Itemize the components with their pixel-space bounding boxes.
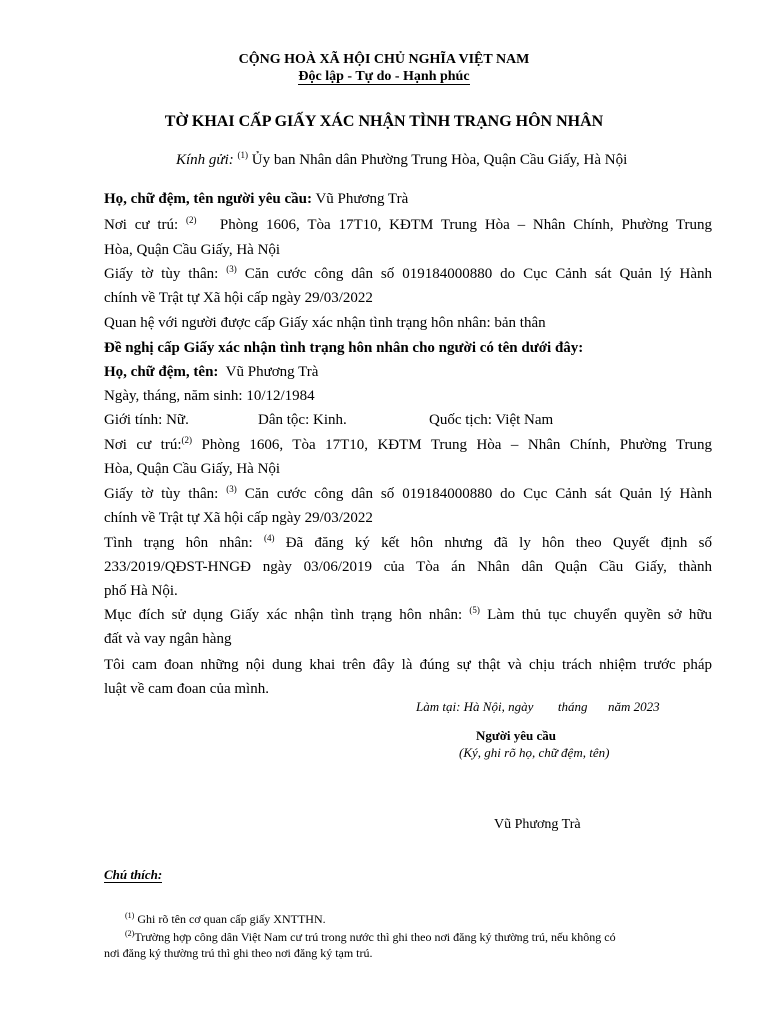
requester-residence-line1 <box>104 216 712 234</box>
subject-nationality: Quốc tịch: Việt Nam <box>429 412 554 428</box>
note-1 <box>125 912 326 926</box>
subject-marital-note: (4) <box>263 533 275 543</box>
requester-id-line1 <box>104 265 712 283</box>
subject-residence-line1 <box>104 436 712 454</box>
subject-purpose-note: (5) <box>469 605 480 615</box>
requester-name-line <box>104 190 408 208</box>
subject-purpose-line1 <box>104 606 712 624</box>
signature-role: Người yêu cầu <box>476 728 556 743</box>
requester-name-value: Vũ Phương Trà <box>315 191 409 207</box>
subject-id-note: (3) <box>226 484 237 494</box>
requester-name-label: Họ, chữ đệm, tên người yêu cầu: <box>104 191 312 207</box>
subject-id-text1: Căn cước công dân số 019184000880 do Cục Cảnh sát Quản lý Hành <box>244 486 713 502</box>
subject-purpose-label: Mục đích sử dụng Giấy xác nhận tình trạng hôn nhân: <box>104 607 463 623</box>
subject-marital-line2: 233/2019/QĐST-HNGĐ ngày 03/06/2019 của Tòa án Nhân dân Quận Cầu Giấy, thành <box>104 559 712 575</box>
requester-relation: Quan hệ với người được cấp Giấy xác nhận tình trạng hôn nhân: bản thân <box>104 315 546 331</box>
subject-residence-note: (2) <box>181 435 193 445</box>
subject-name-value: Vũ Phương Trà <box>225 364 319 380</box>
motto <box>0 68 768 86</box>
subject-id-line1 <box>104 485 712 503</box>
declaration-line2: luật về cam đoan của mình. <box>104 681 269 697</box>
signature-month: tháng <box>557 699 588 714</box>
declaration-line1: Tôi cam đoan những nội dung khai trên đây là đúng sự thật và chịu trách nhiệm trước pháp <box>104 657 712 673</box>
requester-residence-note: (2) <box>185 215 197 225</box>
requester-residence-label: Nơi cư trú: <box>104 217 179 233</box>
note-2-mark: (2) <box>125 929 135 938</box>
subject-marital-line3: phố Hà Nội. <box>104 583 178 599</box>
notes-heading <box>104 866 162 884</box>
document-title: TỜ KHAI CẤP GIẤY XÁC NHẬN TÌNH TRẠNG HÔN NHÂN <box>164 113 604 130</box>
requester-residence-text1: Phòng 1606, Tòa 17T10, KĐTM Trung Hòa – Nhân Chính, Phường Trung <box>219 217 713 233</box>
note-1-mark: (1) <box>125 911 135 920</box>
subject-residence-label: Nơi cư trú: <box>104 437 182 453</box>
subject-gender: Giới tính: Nữ. <box>104 412 189 428</box>
requester-id-label: Giấy tờ tùy thân: <box>104 266 219 282</box>
subject-name-label: Họ, chữ đệm, tên: <box>104 364 219 380</box>
recipient-label: Kính gửi: <box>176 152 234 168</box>
requester-id-line2: chính về Trật tự Xã hội cấp ngày 29/03/2022 <box>104 290 373 306</box>
subject-purpose-line2: đất và vay ngân hàng <box>104 631 232 647</box>
signature-instruction: (Ký, ghi rõ họ, chữ đệm, tên) <box>459 745 610 760</box>
requester-id-note: (3) <box>226 264 237 274</box>
subject-marital-text1: Đã đăng ký kết hôn nhưng đã ly hôn theo Quyết định số <box>285 535 713 551</box>
subject-id-label: Giấy tờ tùy thân: <box>104 486 219 502</box>
recipient-note: (1) <box>237 150 249 160</box>
subject-marital-line1 <box>104 534 712 552</box>
note-2-line2: nơi đăng ký thường trú thì ghi theo nơi đăng ký tạm trú. <box>104 946 373 960</box>
nation-heading: CỘNG HOÀ XÃ HỘI CHỦ NGHĨA VIỆT NAM <box>238 52 530 67</box>
subject-residence-line2: Hòa, Quận Cầu Giấy, Hà Nội <box>104 461 281 477</box>
note-2-text1: Trường hợp công dân Việt Nam cư trú trong nước thì ghi theo nơi đăng ký thường trú, nếu không có <box>134 930 616 944</box>
note-1-text: Ghi rõ tên cơ quan cấp giấy XNTTHN. <box>137 912 326 926</box>
subject-marital-label: Tình trạng hôn nhân: <box>104 535 253 551</box>
note-2-line1 <box>125 930 616 944</box>
subject-ethnicity: Dân tộc: Kinh. <box>258 412 347 428</box>
requester-residence-line2: Hòa, Quận Cầu Giấy, Hà Nội <box>104 242 281 258</box>
subject-residence-text1: Phòng 1606, Tòa 17T10, KĐTM Trung Hòa – Nhân Chính, Phường Trung <box>201 437 712 453</box>
subject-dob: Ngày, tháng, năm sinh: 10/12/1984 <box>104 388 315 404</box>
signature-name: Vũ Phương Trà <box>494 817 581 832</box>
recipient-line <box>176 151 627 169</box>
proposal-heading: Đề nghị cấp Giấy xác nhận tình trạng hôn nhân cho người có tên dưới đây: <box>104 340 584 356</box>
subject-purpose-text1: Làm thủ tục chuyển quyền sở hữu <box>487 607 713 623</box>
subject-name-line <box>104 363 318 381</box>
signature-place-date <box>416 698 660 716</box>
subject-id-line2: chính về Trật tự Xã hội cấp ngày 29/03/2022 <box>104 510 373 526</box>
recipient-value: Ủy ban Nhân dân Phường Trung Hòa, Quận Cầu Giấy, Hà Nội <box>251 152 628 168</box>
requester-id-text1: Căn cước công dân số 019184000880 do Cục Cảnh sát Quản lý Hành <box>244 266 713 282</box>
notes-heading-text: Chú thích: <box>104 867 163 882</box>
signature-place: Làm tại: Hà Nội, ngày <box>416 699 534 714</box>
signature-year: năm 2023 <box>608 699 660 714</box>
motto-text: Độc lập - Tự do - Hạnh phúc <box>298 69 470 84</box>
